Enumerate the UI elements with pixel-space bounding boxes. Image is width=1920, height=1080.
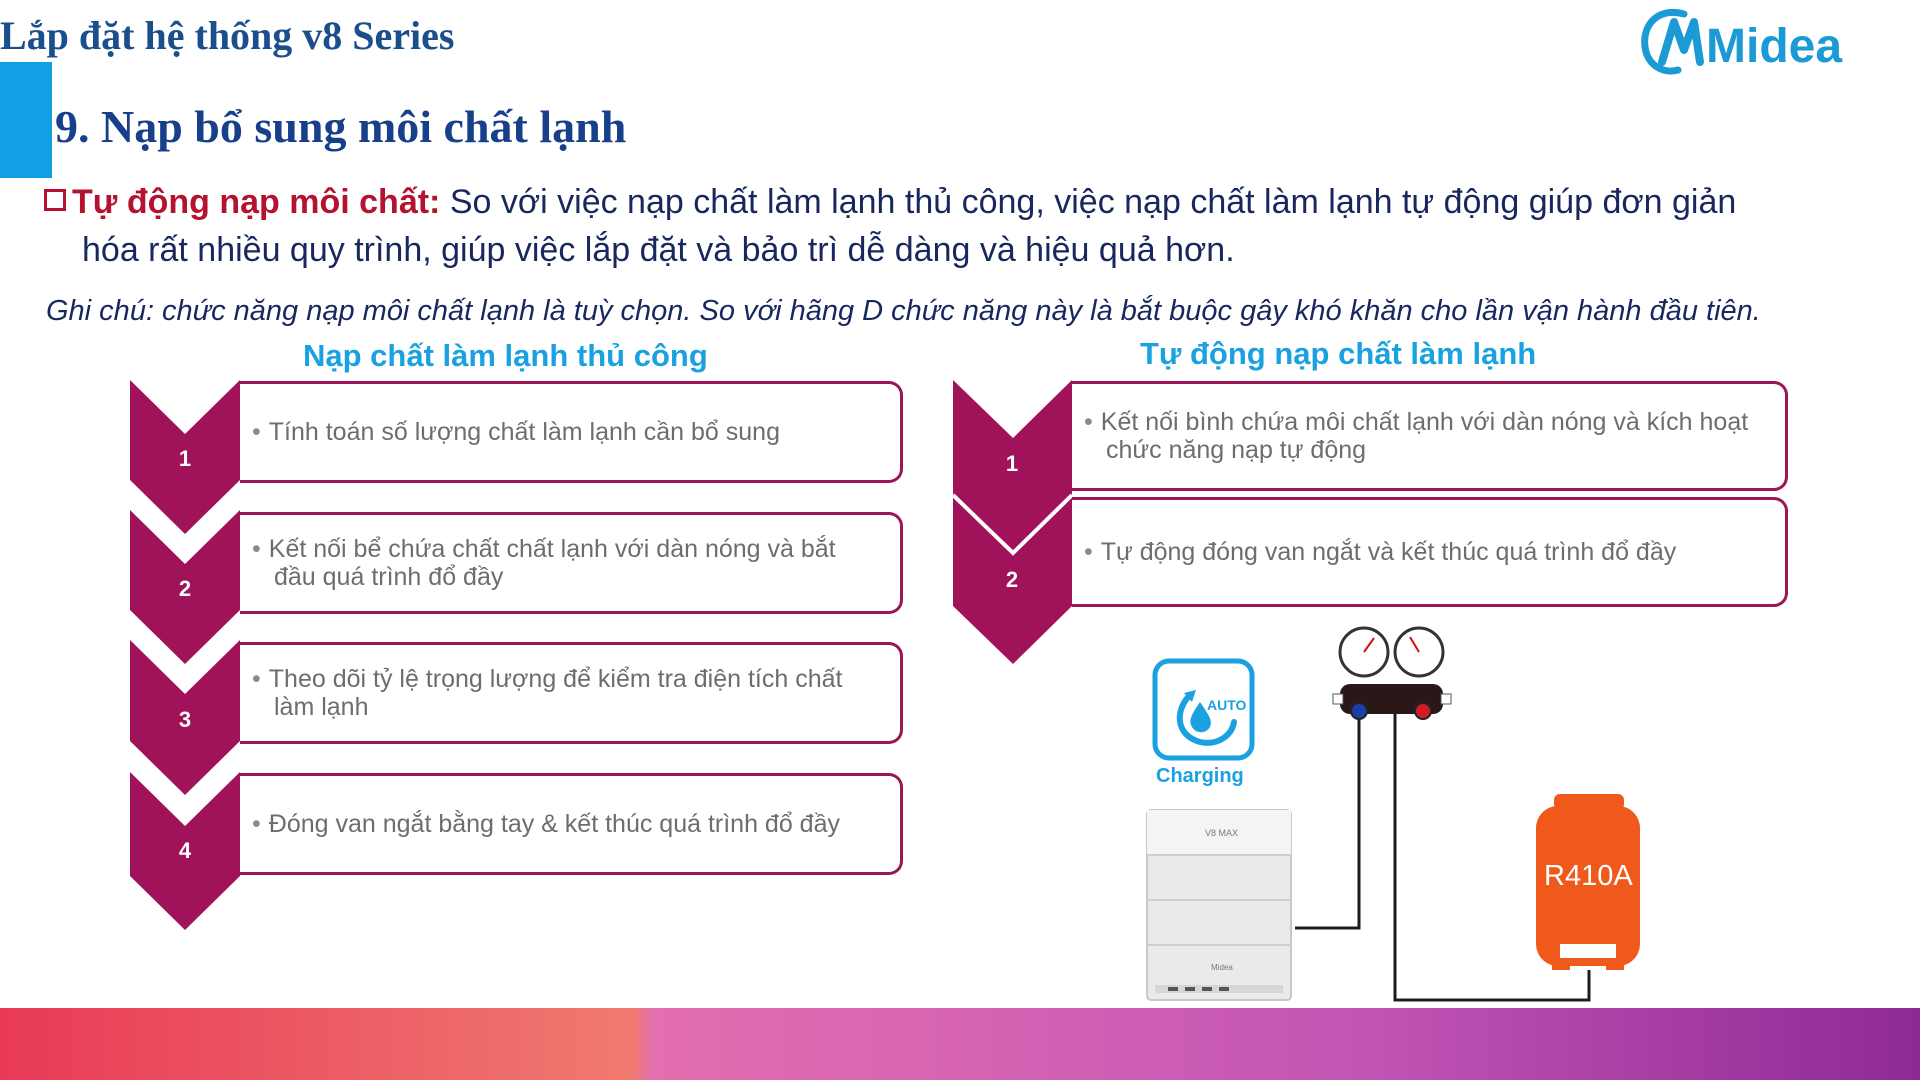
svg-text:AUTO: AUTO: [1207, 697, 1247, 713]
charging-label: Charging: [1156, 765, 1244, 787]
footer-gradient-band: [0, 1008, 1920, 1080]
svg-text:Midea: Midea: [1211, 963, 1233, 972]
svg-text:V8 MAX: V8 MAX: [1205, 828, 1239, 838]
manual-step-text: • Đóng van ngắt bằng tay & kết thúc quá trình đổ đầy: [252, 810, 840, 838]
manual-step-number: 1: [178, 446, 192, 471]
manual-step-number: 3: [178, 707, 192, 732]
manual-step-number: 4: [178, 838, 192, 863]
auto-step-number: 1: [1005, 451, 1019, 476]
note-text: Ghi chú: chức năng nạp môi chất lạnh là tuỳ chọn. So với hãng D chức năng này là bắt buộc gây khó khăn cho lần vận hành đầu tiên.: [46, 295, 1761, 327]
intro-lead: Tự động nạp môi chất:: [72, 183, 441, 221]
section-title: 9. Nạp bổ sung môi chất lạnh: [55, 101, 627, 152]
auto-step-text: • Tự động đóng van ngắt và kết thúc quá trình đổ đầy: [1084, 538, 1677, 566]
intro-body-line2: hóa rất nhiều quy trình, giúp việc lắp đặt và bảo trì dễ dàng và hiệu quả hơn.: [82, 231, 1235, 269]
auto-step-number: 2: [1005, 567, 1019, 592]
auto-step-text: • Kết nối bình chứa môi chất lạnh với dàn nóng và kích hoạt chức năng nạp tự động: [1084, 408, 1749, 464]
auto-charging-icon: [1155, 661, 1252, 758]
manual-heading: Nạp chất làm lạnh thủ công: [303, 338, 708, 373]
logo-text: Midea: [1706, 20, 1843, 73]
manual-step-text: • Kết nối bể chứa chất chất lạnh với dàn nóng và bắt đầu quá trình đổ đầy: [252, 535, 836, 591]
deck-title: Lắp đặt hệ thống v8 Series: [0, 13, 455, 58]
outdoor-unit-image: [1147, 810, 1291, 1000]
manual-step-text: • Theo dõi tỷ lệ trọng lượng để kiểm tra điện tích chất làm lạnh: [252, 665, 843, 721]
intro-body: So với việc nạp chất làm lạnh thủ công, việc nạp chất làm lạnh tự động giúp đơn giản: [440, 183, 1737, 221]
cylinder-label: R410A: [1544, 860, 1633, 892]
manifold-gauge-icon: [1333, 628, 1451, 719]
auto-heading: Tự động nạp chất làm lạnh: [1140, 336, 1537, 371]
manual-step-text: • Tính toán số lượng chất làm lạnh cần bổ sung: [252, 418, 780, 446]
manual-step-number: 2: [178, 576, 192, 601]
